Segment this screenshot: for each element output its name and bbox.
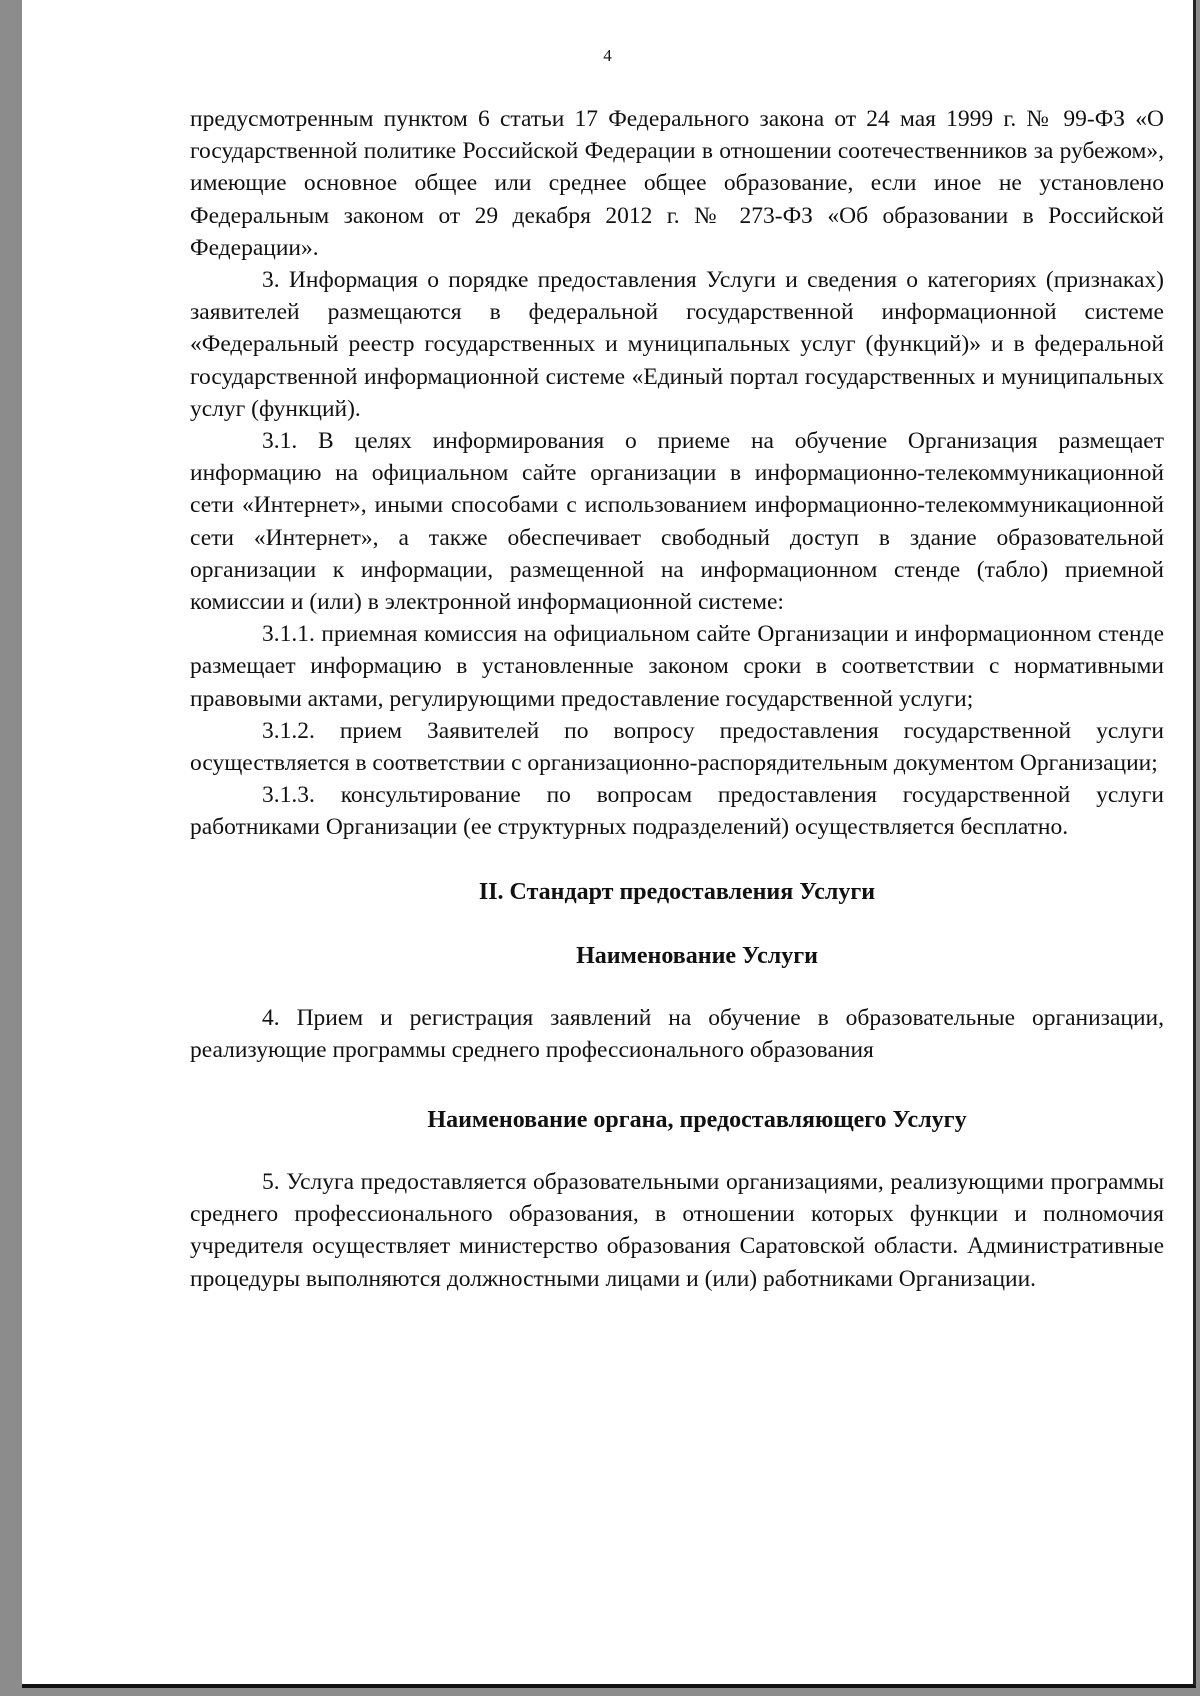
document-body (190, 103, 1164, 1295)
document-page (22, 0, 1196, 1688)
subheading-providing-body: Наименование органа, предоставляющего Услугу (427, 1107, 967, 1134)
paragraph-continuation: предусмотренным пунктом 6 статьи 17 Федерального закона от 24 мая 1999 г. № 99-ФЗ «О государственной политике Российской Федерации в отношении соотечественников за рубежом», имеющие основное общее или среднее общее образование, если иное не установлено Федеральным законом от 29 декабря 2012 г. № 273-ФЗ «Об образовании в Российской Федерации». (190, 106, 1164, 261)
paragraph-3-1: 3.1. В целях информирования о приеме на обучение Организация размещает информацию на официальном сайте организации в информационно-телекоммуникационной сети «Интернет», иными способами с использованием информационно-телекоммуникационной сети «Интернет», а также обеспечивает свободный доступ в здание образовательной организации к информации, размещенной на информационном стенде (табло) приемной комиссии и (или) в электронной информационной системе: (190, 428, 1164, 616)
subheading-service-name: Наименование Услуги (576, 942, 818, 969)
page-number: 4 (603, 46, 612, 65)
paragraph-3: 3. Информация о порядке предоставления Услуги и сведения о категориях (признаках) заявителей размещаются в федеральной государственной информационной системе «Федеральный реестр государственных и муниципальных услуг (функций)» и в федеральной государственной информационной системе «Единый портал государственных и муниципальных услуг (функций). (190, 267, 1164, 422)
paragraph-3-1-1: 3.1.1. приемная комиссия на официальном сайте Организации и информационном стенде размещает информацию в установленные законом сроки в соответствии с нормативными правовыми актами, регулирующими предоставление государственной услуги; (190, 621, 1164, 712)
paragraph-3-1-2: 3.1.2. прием Заявителей по вопросу предоставления государственной услуги осуществляется в соответствии с организационно-распорядительным документом Организации; (190, 717, 1164, 777)
paragraph-4: 4. Прием и регистрация заявлений на обучение в образовательные организации, реализующие программы среднего профессионального образования (190, 1004, 1164, 1063)
paragraph-3-1-3: 3.1.3. консультирование по вопросам предоставления государственной услуги работниками Организации (ее структурных подразделений) осуществляется бесплатно. (190, 782, 1164, 841)
section-title: II. Стандарт предоставления Услуги (478, 878, 876, 905)
paragraph-5: 5. Услуга предоставляется образовательными организациями, реализующими программы среднего профессионального образования, в отношении которых функции и полномочия учредителя осуществляет министерство образования Саратовской области. Административные процедуры выполняются должностными лицами и (или) работниками Организации. (190, 1169, 1164, 1292)
